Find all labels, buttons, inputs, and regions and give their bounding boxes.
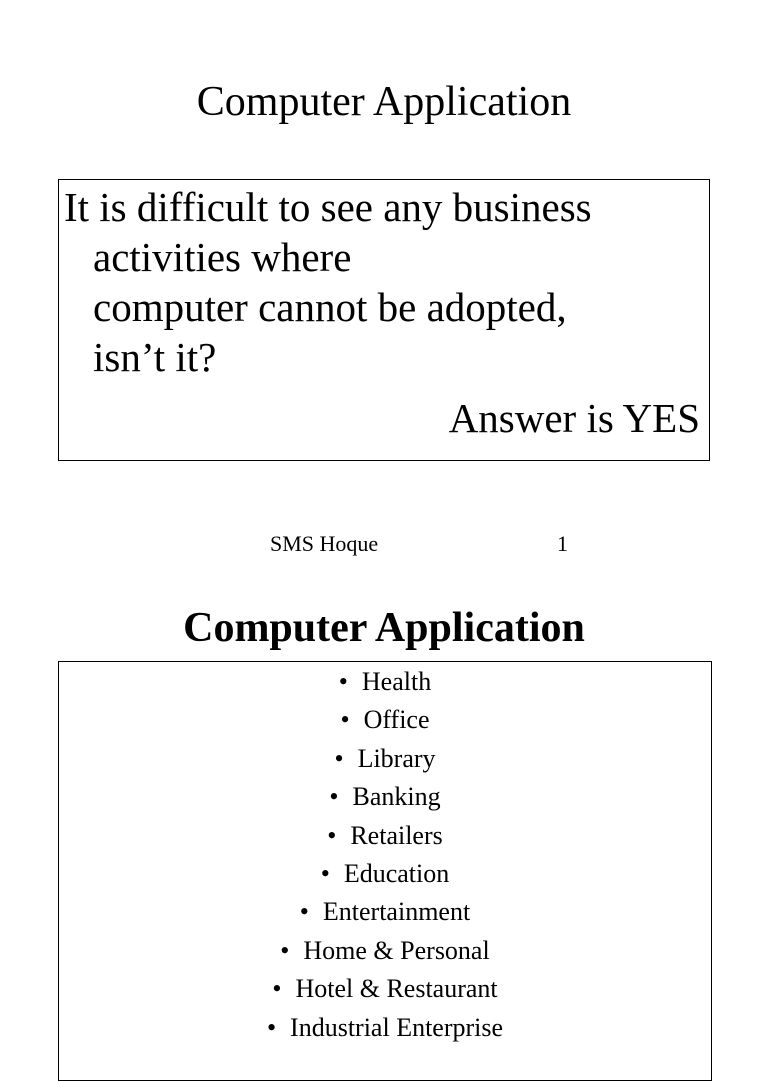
list-item bbox=[59, 1009, 711, 1047]
list-item bbox=[59, 778, 711, 816]
bullet-icon: • bbox=[327, 820, 337, 850]
question-line: It is difficult to see any business bbox=[64, 184, 592, 230]
bullet-icon: • bbox=[329, 782, 339, 812]
slide2-title: Computer Application bbox=[183, 605, 585, 651]
question-line: computer cannot be adopted, bbox=[93, 284, 567, 330]
list-item-label: Banking bbox=[352, 782, 441, 812]
list-item-label: Health bbox=[361, 667, 432, 696]
list-item-label: Office bbox=[363, 705, 430, 735]
list-item bbox=[59, 663, 711, 701]
list-item bbox=[59, 970, 711, 1008]
bullet-icon: • bbox=[299, 897, 309, 927]
list-item bbox=[59, 817, 711, 855]
question-line: activities where bbox=[93, 234, 352, 280]
bullet-icon: • bbox=[320, 858, 330, 888]
list-item bbox=[59, 893, 711, 931]
bullet-icon: • bbox=[334, 743, 344, 773]
list-item-label: Home & Personal bbox=[303, 935, 490, 965]
answer-text: Answer is YES bbox=[448, 395, 700, 441]
footer-author: SMS Hoque bbox=[270, 531, 379, 556]
list-item-label: Hotel & Restaurant bbox=[295, 974, 498, 1004]
slide1-title: Computer Application bbox=[196, 79, 572, 125]
bullet-icon: • bbox=[266, 1012, 277, 1042]
list-item-label: Education bbox=[343, 858, 450, 888]
bullet-icon: • bbox=[280, 935, 290, 965]
bullet-icon: • bbox=[272, 974, 282, 1004]
question-line: isn’t it? bbox=[93, 334, 217, 380]
slide2-list-box bbox=[58, 661, 712, 1081]
question-text bbox=[64, 182, 592, 382]
footer-page-number: 1 bbox=[557, 531, 568, 556]
list-item bbox=[59, 855, 711, 893]
list-item-label: Entertainment bbox=[322, 897, 471, 927]
slide1-text-box bbox=[58, 179, 710, 461]
list-item bbox=[59, 701, 711, 739]
list-item bbox=[59, 932, 711, 970]
application-list bbox=[59, 663, 711, 1047]
list-item-label: Retailers bbox=[350, 820, 443, 850]
list-item-label: Industrial Enterprise bbox=[290, 1012, 504, 1042]
list-item-label: Library bbox=[357, 743, 436, 773]
bullet-icon: • bbox=[340, 705, 350, 735]
list-item bbox=[59, 740, 711, 778]
bullet-icon: • bbox=[338, 667, 348, 696]
